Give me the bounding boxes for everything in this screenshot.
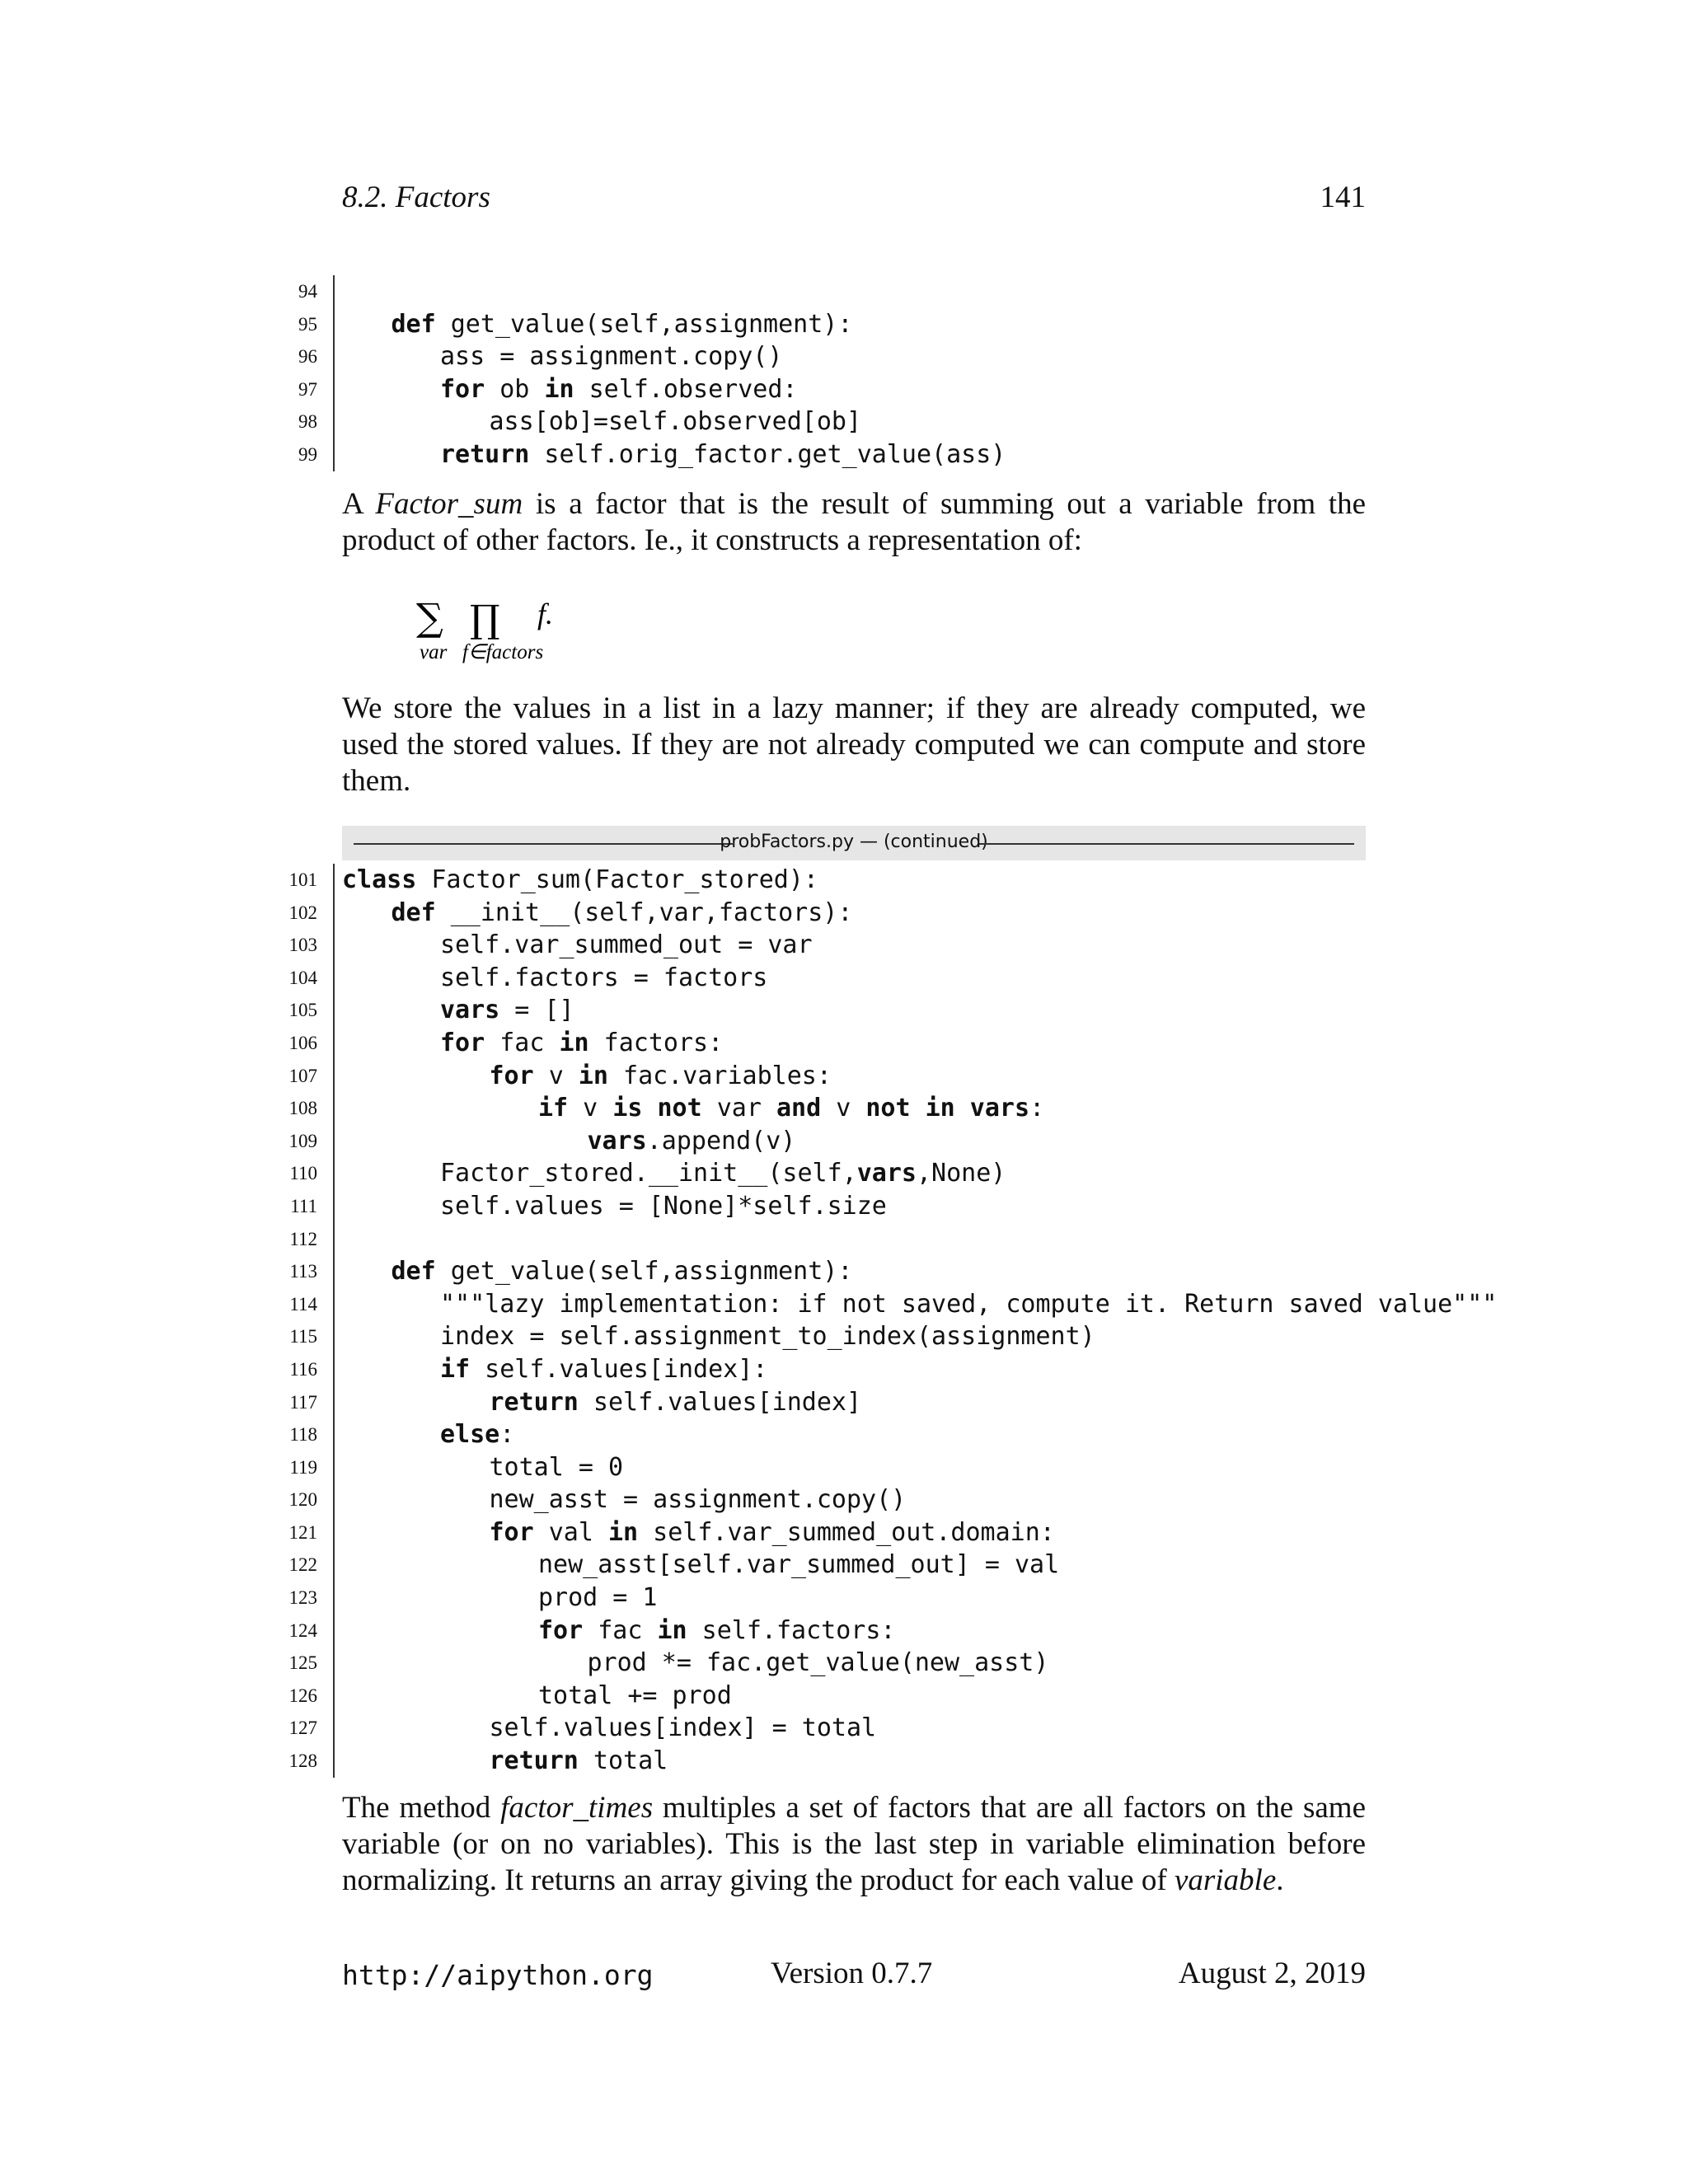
product-subscript: f∈factors bbox=[462, 641, 544, 663]
code-keyword: def bbox=[391, 309, 436, 339]
footer-version: Version 0.7.7 bbox=[771, 1957, 933, 1990]
paragraph-factor-sum bbox=[342, 486, 1366, 559]
code-text bbox=[342, 864, 818, 897]
code-token: val bbox=[533, 1517, 608, 1547]
line-number: 95 bbox=[298, 313, 317, 335]
code-keyword: in bbox=[657, 1615, 687, 1645]
code-text bbox=[440, 1157, 1006, 1190]
term-factor-sum: Factor_sum bbox=[375, 487, 523, 521]
code-token: self.var_summed_out = var bbox=[440, 930, 813, 960]
code-token: prod = 1 bbox=[538, 1583, 658, 1613]
line-number: 105 bbox=[288, 1000, 317, 1021]
line-number: 114 bbox=[289, 1293, 317, 1315]
code-keyword: for bbox=[489, 1517, 534, 1547]
line-number: 101 bbox=[288, 869, 317, 890]
code-keyword: return bbox=[440, 439, 530, 469]
code-text bbox=[440, 1190, 887, 1223]
code-text bbox=[440, 373, 798, 406]
code-token: self.observed: bbox=[574, 374, 798, 404]
term-variable: variable bbox=[1174, 1863, 1277, 1897]
line-number: 123 bbox=[288, 1587, 317, 1609]
line-number: 118 bbox=[289, 1424, 317, 1446]
line-number: 94 bbox=[298, 281, 317, 302]
code-text bbox=[490, 1712, 877, 1745]
code-token: self.values[index] = total bbox=[489, 1713, 877, 1743]
code-text bbox=[490, 1483, 907, 1516]
paragraph-text: is a factor that is the result of summing out a variable from the product of other factors. Ie., it constructs a representation of: bbox=[342, 487, 1367, 557]
code-token: prod *= fac.get_value(new_asst) bbox=[587, 1648, 1049, 1678]
code-text bbox=[538, 1092, 1044, 1125]
code-text bbox=[440, 1418, 514, 1451]
line-number: 122 bbox=[288, 1554, 317, 1576]
term-factor-times: factor_times bbox=[500, 1791, 654, 1825]
line-number: 120 bbox=[288, 1489, 317, 1511]
code-keyword: if bbox=[538, 1094, 569, 1123]
banner-rule-right bbox=[979, 843, 1354, 845]
code-token: self.values[index] bbox=[578, 1387, 862, 1417]
code-text bbox=[392, 308, 853, 341]
code-token: ass = assignment.copy() bbox=[440, 342, 783, 372]
code-token: total bbox=[578, 1746, 668, 1776]
line-number: 121 bbox=[288, 1521, 317, 1543]
code-token: : bbox=[1029, 1094, 1045, 1123]
line-number: 115 bbox=[289, 1326, 317, 1347]
code-text bbox=[440, 929, 813, 962]
code-token: total += prod bbox=[538, 1680, 732, 1710]
line-number: 99 bbox=[298, 443, 317, 465]
code-token: self.values[index]: bbox=[470, 1354, 768, 1384]
code-token: var bbox=[701, 1094, 776, 1123]
code-text bbox=[440, 1027, 723, 1060]
code-text bbox=[588, 1647, 1049, 1680]
code-margin-rule bbox=[333, 275, 335, 471]
line-number: 108 bbox=[288, 1098, 317, 1119]
sum-product-formula bbox=[408, 581, 606, 672]
code-token: ,None) bbox=[916, 1159, 1006, 1188]
code-text bbox=[440, 438, 1006, 471]
code-token: new_asst[self.var_summed_out] = val bbox=[538, 1550, 1060, 1580]
code-keyword: def bbox=[391, 1257, 436, 1286]
code-token: get_value(self,assignment): bbox=[435, 309, 853, 339]
line-number: 102 bbox=[288, 902, 317, 923]
code-text bbox=[588, 1125, 796, 1158]
page-number: 141 bbox=[1320, 180, 1366, 214]
code-token: new_asst = assignment.copy() bbox=[489, 1485, 907, 1515]
code-token: v bbox=[568, 1094, 613, 1123]
sum-symbol: ∑ bbox=[416, 595, 443, 640]
code-token: fac bbox=[583, 1615, 658, 1645]
code-text bbox=[392, 897, 853, 930]
code-text bbox=[490, 1745, 668, 1778]
code-token: Factor_sum(Factor_stored): bbox=[416, 865, 818, 894]
section-title: 8.2. Factors bbox=[342, 180, 490, 214]
code-keyword: for bbox=[440, 374, 485, 404]
line-number: 96 bbox=[298, 346, 317, 368]
code-token: = [] bbox=[499, 996, 574, 1025]
line-number: 104 bbox=[288, 967, 317, 988]
line-number: 110 bbox=[289, 1163, 317, 1184]
code-text bbox=[490, 1060, 832, 1093]
line-number: 111 bbox=[290, 1195, 317, 1216]
code-margin-rule bbox=[333, 864, 335, 1778]
line-number: 124 bbox=[288, 1619, 317, 1641]
footer-date: August 2, 2019 bbox=[1178, 1957, 1366, 1990]
code-keyword: vars bbox=[587, 1126, 647, 1155]
code-token: self.values = [None]*self.size bbox=[440, 1191, 887, 1221]
sum-subscript: var bbox=[420, 641, 448, 663]
paragraph-factor-times bbox=[342, 1790, 1366, 1899]
code-keyword: return bbox=[489, 1746, 579, 1776]
code-token: fac bbox=[485, 1028, 560, 1057]
code-text bbox=[440, 994, 574, 1027]
product-symbol: ∏ bbox=[470, 597, 500, 641]
code-token: factors: bbox=[588, 1028, 724, 1057]
code-token: .append(v) bbox=[646, 1126, 796, 1155]
paragraph-text: A bbox=[342, 487, 376, 521]
code-text bbox=[392, 1255, 853, 1288]
line-number: 106 bbox=[288, 1032, 317, 1053]
line-number: 113 bbox=[289, 1261, 317, 1282]
code-token: self.factors = factors bbox=[440, 963, 768, 992]
code-token: get_value(self,assignment): bbox=[435, 1257, 853, 1286]
code-keyword: for bbox=[489, 1061, 534, 1090]
code-keyword: for bbox=[440, 1028, 485, 1057]
paragraph-lazy-storage: We store the values in a list in a lazy manner; if they are already computed, we used the stored values. If they are not already computed we can compute and store them. bbox=[342, 691, 1366, 798]
line-number: 128 bbox=[288, 1750, 317, 1772]
line-number: 127 bbox=[288, 1718, 317, 1739]
line-number: 109 bbox=[288, 1130, 317, 1151]
line-number: 119 bbox=[289, 1456, 317, 1478]
code-keyword: and bbox=[776, 1094, 822, 1123]
code-keyword: if bbox=[440, 1354, 471, 1384]
code-keyword: in bbox=[578, 1061, 608, 1090]
code-keyword: for bbox=[538, 1615, 584, 1645]
code-text bbox=[440, 1353, 767, 1386]
code-token: index = self.assignment_to_index(assignment) bbox=[440, 1322, 1095, 1352]
code-file-banner bbox=[342, 826, 1366, 860]
code-text bbox=[490, 1386, 862, 1419]
paragraph-text: . bbox=[1276, 1863, 1284, 1897]
code-token: ob bbox=[485, 374, 545, 404]
code-text bbox=[490, 1451, 624, 1484]
code-token: self.var_summed_out.domain: bbox=[638, 1517, 1055, 1547]
code-token: Factor_stored.__init__(self, bbox=[440, 1159, 857, 1188]
line-number: 103 bbox=[288, 935, 317, 956]
code-text bbox=[538, 1680, 732, 1713]
code-token: self.orig_factor.get_value(ass) bbox=[529, 439, 1006, 469]
line-number: 125 bbox=[288, 1652, 317, 1674]
code-token: self.factors: bbox=[687, 1615, 896, 1645]
line-number: 107 bbox=[288, 1065, 317, 1086]
code-text bbox=[490, 1516, 1055, 1549]
code-text bbox=[440, 1288, 1497, 1321]
code-keyword: in bbox=[559, 1028, 589, 1057]
code-text bbox=[490, 405, 862, 438]
code-keyword: in bbox=[544, 374, 574, 404]
code-keyword: class bbox=[342, 865, 417, 894]
formula-body: f. bbox=[537, 598, 554, 630]
code-token: ass[ob]=self.observed[ob] bbox=[489, 407, 862, 437]
code-keyword: return bbox=[489, 1387, 579, 1417]
line-number: 98 bbox=[298, 411, 317, 433]
code-token: : bbox=[499, 1420, 515, 1450]
code-token: v bbox=[533, 1061, 579, 1090]
code-keyword: vars bbox=[440, 996, 500, 1025]
code-keyword: vars bbox=[856, 1159, 917, 1188]
code-token: v bbox=[821, 1094, 866, 1123]
code-keyword: is not bbox=[612, 1094, 702, 1123]
code-token: fac.variables: bbox=[608, 1061, 832, 1090]
code-text bbox=[440, 340, 782, 373]
footer-url[interactable]: http://aipython.org bbox=[342, 1959, 654, 1991]
code-text bbox=[538, 1582, 658, 1615]
code-text bbox=[538, 1549, 1059, 1582]
line-number: 112 bbox=[289, 1228, 317, 1249]
code-text bbox=[440, 962, 767, 995]
code-token: """lazy implementation: if not saved, compute it. Return saved value""" bbox=[440, 1289, 1498, 1319]
code-keyword: not in vars bbox=[865, 1094, 1030, 1123]
code-token: __init__(self,var,factors): bbox=[435, 898, 853, 927]
code-keyword: in bbox=[608, 1517, 639, 1547]
line-number: 97 bbox=[298, 378, 317, 400]
line-number: 117 bbox=[289, 1391, 317, 1413]
line-number: 116 bbox=[289, 1358, 317, 1380]
code-text bbox=[440, 1320, 1095, 1353]
code-keyword: def bbox=[391, 898, 436, 927]
paragraph-text: The method bbox=[342, 1791, 501, 1825]
paragraph-text: multiples a set of factors that are all factors on the same variable (or on no variables). This is the last step in variable elimination before normalizing. It returns an array giving the product for each value of bbox=[342, 1791, 1366, 1897]
banner-label: probFactors.py — (continued) bbox=[720, 832, 988, 852]
code-keyword: else bbox=[440, 1420, 500, 1450]
line-number: 126 bbox=[288, 1685, 317, 1706]
code-token: total = 0 bbox=[489, 1452, 624, 1482]
code-text bbox=[538, 1615, 896, 1647]
